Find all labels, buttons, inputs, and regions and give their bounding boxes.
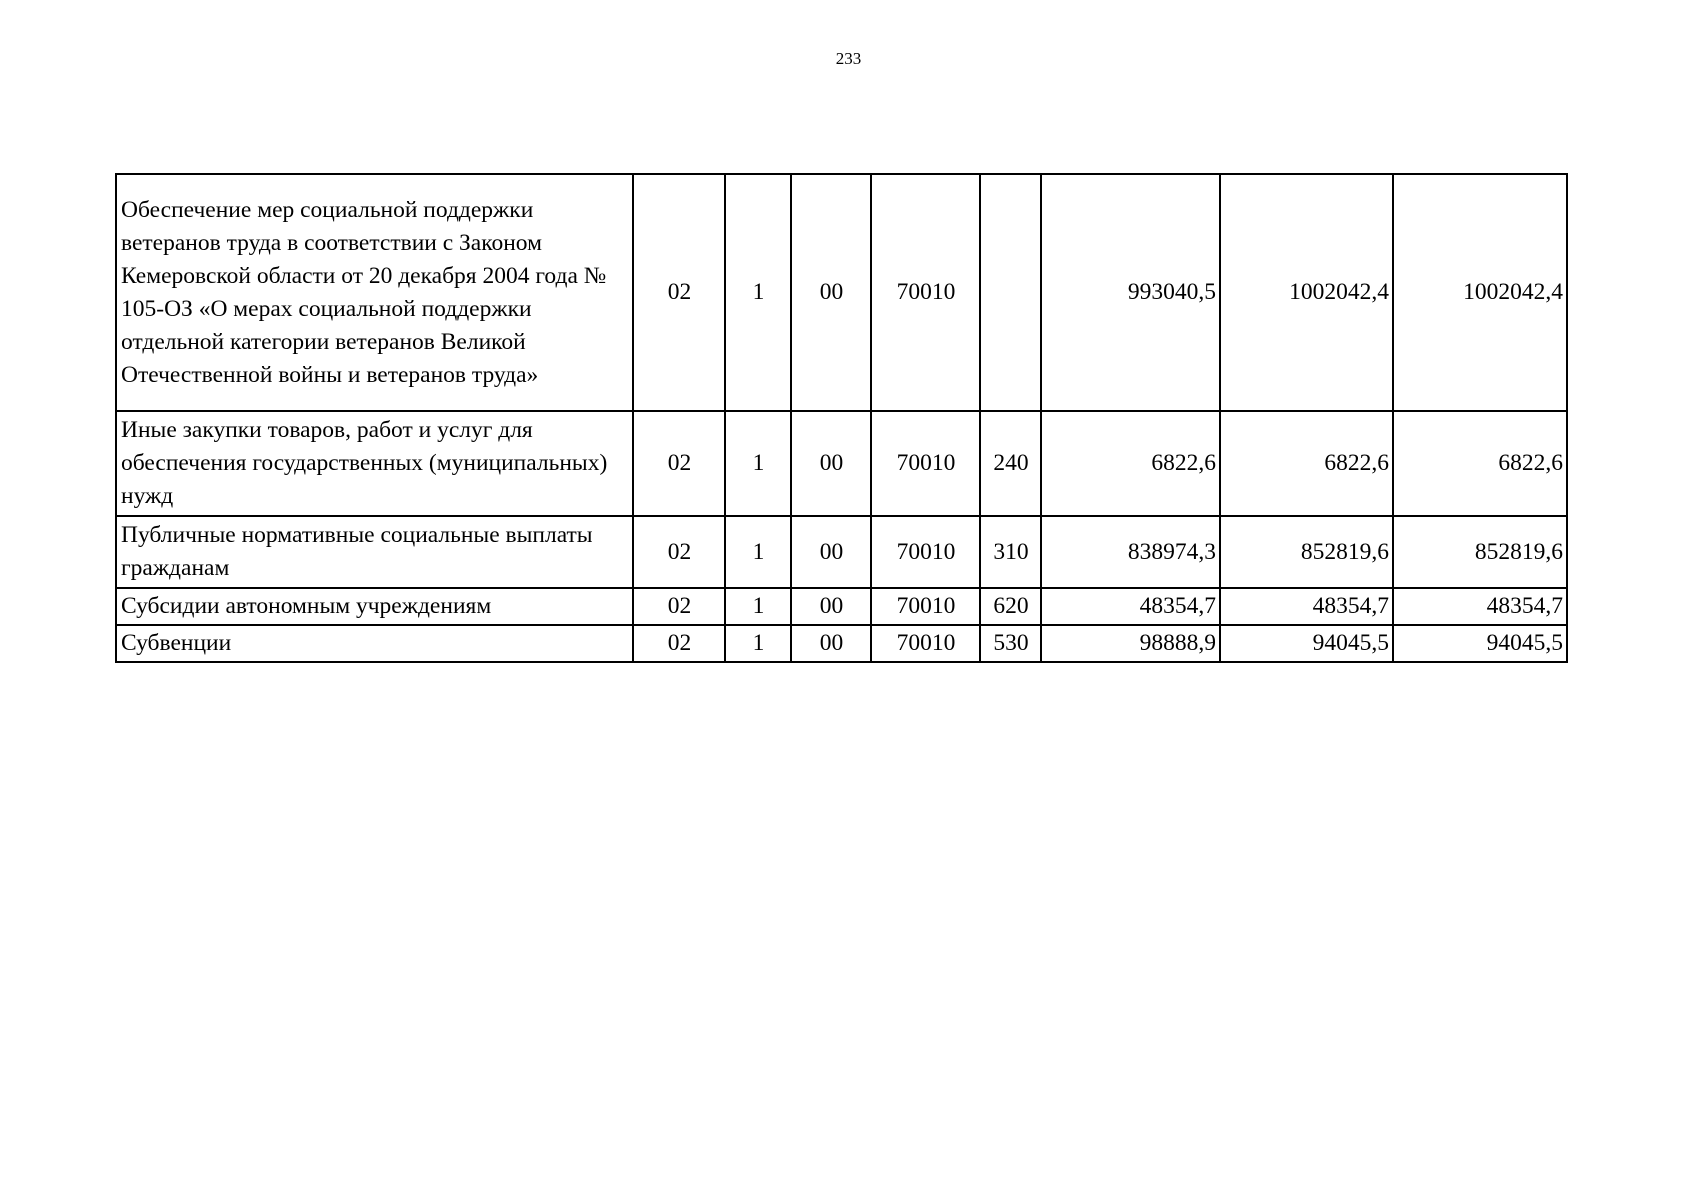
program-code: 1 <box>725 516 791 588</box>
amount-year-3: 852819,6 <box>1393 516 1567 588</box>
section-code: 02 <box>633 625 725 662</box>
section-code: 02 <box>633 516 725 588</box>
amount-year-1: 6822,6 <box>1041 411 1220 516</box>
target-code: 70010 <box>871 588 980 625</box>
section-code: 02 <box>633 174 725 411</box>
table-row <box>116 411 1567 516</box>
amount-year-3: 6822,6 <box>1393 411 1567 516</box>
amount-year-2: 1002042,4 <box>1220 174 1393 411</box>
subprogram-code: 00 <box>791 625 871 662</box>
row-description: Обеспечение мер социальной поддержки ветеранов труда в соответствии с Законом Кемеровской области от 20 декабря 2004 года № 105-ОЗ «О мерах социальной поддержки отдельной категории ветеранов Великой Отечественной войны и ветеранов труда» <box>116 174 633 411</box>
amount-year-2: 6822,6 <box>1220 411 1393 516</box>
target-code: 70010 <box>871 174 980 411</box>
target-code: 70010 <box>871 411 980 516</box>
amount-year-1: 993040,5 <box>1041 174 1220 411</box>
row-description: Субвенции <box>116 625 633 662</box>
table-row <box>116 516 1567 588</box>
table-row <box>116 588 1567 625</box>
table-row <box>116 174 1567 411</box>
subprogram-code: 00 <box>791 516 871 588</box>
subprogram-code: 00 <box>791 411 871 516</box>
row-description: Иные закупки товаров, работ и услуг для обеспечения государственных (муниципальных) нужд <box>116 411 633 516</box>
subprogram-code: 00 <box>791 174 871 411</box>
amount-year-3: 94045,5 <box>1393 625 1567 662</box>
row-description: Публичные нормативные социальные выплаты гражданам <box>116 516 633 588</box>
amount-year-2: 94045,5 <box>1220 625 1393 662</box>
amount-year-2: 48354,7 <box>1220 588 1393 625</box>
amount-year-1: 838974,3 <box>1041 516 1220 588</box>
expense-type-code: 310 <box>980 516 1041 588</box>
row-description: Субсидии автономным учреждениям <box>116 588 633 625</box>
target-code: 70010 <box>871 625 980 662</box>
table-row <box>116 625 1567 662</box>
amount-year-1: 98888,9 <box>1041 625 1220 662</box>
amount-year-1: 48354,7 <box>1041 588 1220 625</box>
subprogram-code: 00 <box>791 588 871 625</box>
program-code: 1 <box>725 625 791 662</box>
expense-type-code: 530 <box>980 625 1041 662</box>
page-number: 233 <box>835 49 862 68</box>
amount-year-3: 48354,7 <box>1393 588 1567 625</box>
program-code: 1 <box>725 174 791 411</box>
expense-type-code <box>980 174 1041 411</box>
budget-table <box>115 173 1568 663</box>
section-code: 02 <box>633 588 725 625</box>
expense-type-code: 620 <box>980 588 1041 625</box>
section-code: 02 <box>633 411 725 516</box>
expense-type-code: 240 <box>980 411 1041 516</box>
amount-year-3: 1002042,4 <box>1393 174 1567 411</box>
amount-year-2: 852819,6 <box>1220 516 1393 588</box>
program-code: 1 <box>725 588 791 625</box>
target-code: 70010 <box>871 516 980 588</box>
program-code: 1 <box>725 411 791 516</box>
